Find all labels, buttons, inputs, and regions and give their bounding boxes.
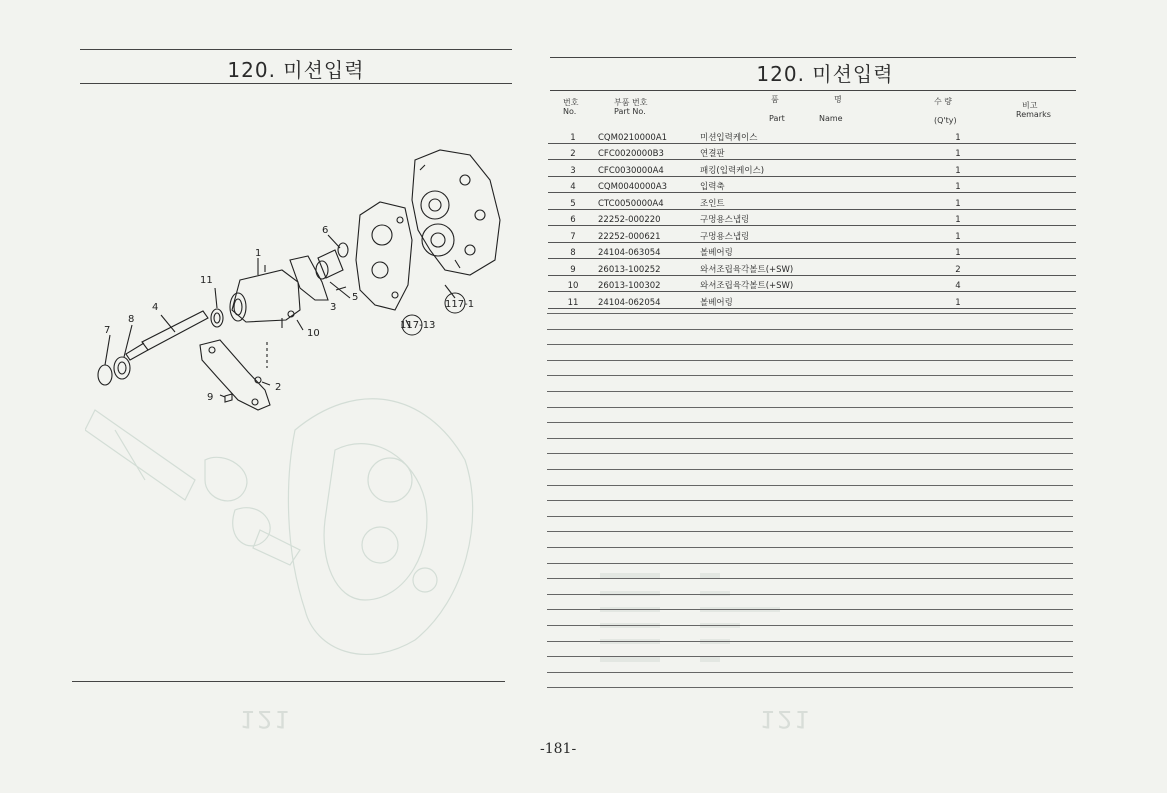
part-remarks (978, 176, 1076, 193)
ruled-line (547, 563, 1073, 564)
part-name: 와셔조립육각볼트(+SW) (700, 259, 938, 276)
part-index: 7 (548, 226, 598, 243)
part-number: 22252-000621 (598, 226, 700, 243)
part-number: 24104-062054 (598, 292, 700, 309)
ruled-line (547, 407, 1073, 408)
left-page (0, 0, 560, 793)
part-remarks (978, 127, 1076, 143)
table-row (548, 176, 1076, 193)
callout-3: 3 (330, 302, 337, 313)
ruled-line (547, 438, 1073, 439)
part-quantity: 1 (938, 127, 978, 143)
page-number: -181- (540, 741, 577, 757)
ruled-line (547, 360, 1073, 361)
table-row (548, 275, 1076, 292)
table-row (548, 242, 1076, 259)
part-number: 26013-100302 (598, 275, 700, 292)
left-bottom-rule (72, 681, 505, 682)
part-index: 2 (548, 143, 598, 160)
part-remarks (978, 259, 1076, 276)
ruled-line (547, 547, 1073, 548)
ruled-line (547, 500, 1073, 501)
ruled-line (547, 391, 1073, 392)
part-remarks (978, 209, 1076, 226)
ruled-line (547, 485, 1073, 486)
part-number: CTC0050000A4 (598, 193, 700, 210)
part-name: 볼베어링 (700, 242, 938, 259)
part-quantity: 1 (938, 193, 978, 210)
ruled-line (547, 344, 1073, 345)
header-part-no-ko: 부품 번호 (614, 98, 648, 107)
part-index: 9 (548, 259, 598, 276)
title-bottom-rule (80, 83, 512, 84)
callout-10: 10 (307, 328, 320, 339)
part-name: 미션입력케이스 (700, 127, 938, 143)
callout-9: 9 (207, 392, 214, 403)
part-name: 입력축 (700, 176, 938, 193)
part-quantity: 1 (938, 176, 978, 193)
case-plate (356, 202, 412, 310)
ruled-line (547, 578, 1073, 579)
part-quantity: 1 (938, 242, 978, 259)
bleed-through-text: 121 (760, 705, 812, 733)
header-part: Part (769, 114, 785, 123)
part-name: 패킹(입력케이스) (700, 160, 938, 177)
header-remarks-en: Remarks (1016, 110, 1051, 119)
table-row (548, 143, 1076, 160)
part-remarks (978, 226, 1076, 243)
title-top-rule (80, 49, 512, 50)
ruled-line (547, 672, 1073, 673)
left-page-title: 120. 미션입력 (227, 58, 365, 82)
ruled-line (547, 375, 1073, 376)
ruled-line (547, 531, 1073, 532)
part-name: 구멍용스냅링 (700, 209, 938, 226)
part-remarks (978, 242, 1076, 259)
header-name-ko-2: 명 (834, 95, 842, 104)
part-number: CFC0020000B3 (598, 143, 700, 160)
part-remarks (978, 292, 1076, 309)
bleed-through-text: 121 (240, 705, 292, 733)
callout-11: 11 (200, 275, 213, 286)
part-number: CFC0030000A4 (598, 160, 700, 177)
part-name: 볼베어링 (700, 292, 938, 309)
ruled-line (547, 641, 1073, 642)
ruled-line (547, 453, 1073, 454)
table-row (548, 292, 1076, 309)
part-index: 6 (548, 209, 598, 226)
table-row (548, 209, 1076, 226)
part-quantity: 1 (938, 209, 978, 226)
ruled-line (547, 687, 1073, 688)
part-quantity: 1 (938, 143, 978, 160)
title-bottom-rule (550, 90, 1076, 91)
ruled-line (547, 656, 1073, 657)
part-quantity: 2 (938, 259, 978, 276)
header-part-no-en: Part No. (614, 107, 646, 116)
part-index: 8 (548, 242, 598, 259)
part-name: 연결판 (700, 143, 938, 160)
part-name: 와셔조립육각볼트(+SW) (700, 275, 938, 292)
table-row (548, 226, 1076, 243)
ruled-line (547, 594, 1073, 595)
part-remarks (978, 143, 1076, 160)
right-page-title: 120. 미션입력 (756, 62, 894, 86)
part-number: CQM0210000A1 (598, 127, 700, 143)
part-number: CQM0040000A3 (598, 176, 700, 193)
callout-7: 7 (104, 325, 111, 336)
table-row (548, 193, 1076, 210)
part-quantity: 4 (938, 275, 978, 292)
exploded-parts-diagram (60, 110, 520, 670)
header-no-ko: 번호 (563, 98, 579, 107)
part-remarks (978, 160, 1076, 177)
header-qty-en: (Q'ty) (934, 116, 957, 125)
callout-4: 4 (152, 302, 159, 313)
right-page (560, 0, 1167, 793)
callout-2: 2 (275, 382, 282, 393)
part-index: 10 (548, 275, 598, 292)
parts-table (548, 127, 1076, 309)
part-index: 3 (548, 160, 598, 177)
header-qty-ko: 수 량 (934, 97, 952, 106)
table-row (548, 160, 1076, 177)
part-index: 11 (548, 292, 598, 309)
part-name: 구멍용스냅링 (700, 226, 938, 243)
part-quantity: 1 (938, 160, 978, 177)
ruled-line (547, 329, 1073, 330)
callout-5: 5 (352, 292, 359, 303)
part-quantity: 1 (938, 292, 978, 309)
header-remarks-ko: 비고 (1022, 101, 1038, 110)
part-number: 24104-063054 (598, 242, 700, 259)
ruled-line (547, 469, 1073, 470)
part-name: 조인트 (700, 193, 938, 210)
part-quantity: 1 (938, 226, 978, 243)
header-name-ko-1: 품 (771, 95, 779, 104)
input-case (232, 270, 300, 322)
table-row (548, 259, 1076, 276)
packing (290, 256, 328, 300)
part-number: 22252-000220 (598, 209, 700, 226)
ruled-line (547, 313, 1073, 314)
part-remarks (978, 275, 1076, 292)
part-index: 4 (548, 176, 598, 193)
header-no-en: No. (563, 107, 577, 116)
ruled-line (547, 609, 1073, 610)
ruled-line (547, 516, 1073, 517)
callout-1: 1 (255, 248, 262, 259)
header-name: Name (819, 114, 843, 123)
callout-6: 6 (322, 225, 329, 236)
callout-117-1: 117-1 (445, 299, 475, 310)
table-row (548, 127, 1076, 143)
part-index: 1 (548, 127, 598, 143)
part-index: 5 (548, 193, 598, 210)
transmission-housing (412, 150, 500, 275)
part-number: 26013-100252 (598, 259, 700, 276)
ruled-line (547, 625, 1073, 626)
callout-8: 8 (128, 314, 135, 325)
input-shaft (142, 311, 208, 350)
callout-117-13: 117-13 (400, 320, 436, 331)
part-remarks (978, 193, 1076, 210)
ruled-line (547, 422, 1073, 423)
